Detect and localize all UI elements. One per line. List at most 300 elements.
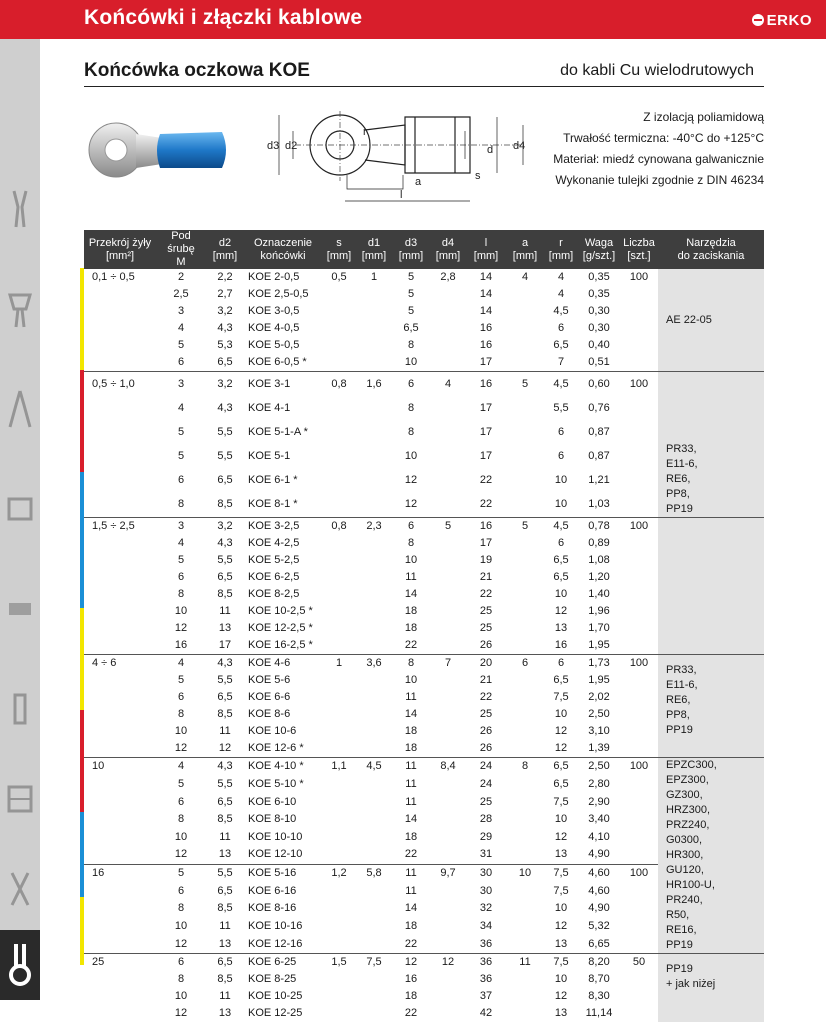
cell-d3: 5 [392,286,430,303]
tool-name: HR300, [666,848,764,863]
cell-r: 16 [544,637,578,655]
cell-designation: KOE 12-2,5 * [244,620,322,637]
cell-s [322,320,356,337]
cell-d2: 11 [206,603,244,620]
cell-d4: 2,8 [430,269,466,286]
cell-r: 10 [544,469,578,493]
cell-l: 16 [466,518,506,536]
dimension-label-a: a [415,176,422,188]
cell-s [322,776,356,794]
cell-d4: 12 [430,954,466,972]
cell-d1 [356,900,392,918]
cell-weight: 1,21 [578,469,620,493]
cell-quantity [620,303,658,320]
cell-crimping-tools [658,954,764,1022]
cell-a [506,672,544,689]
cell-r: 10 [544,706,578,723]
cell-s [322,286,356,303]
cell-weight: 4,60 [578,864,620,882]
cell-quantity: 100 [620,518,658,536]
cell-r: 6,5 [544,776,578,794]
cell-d2: 3,2 [206,303,244,320]
cell-d4: 8,4 [430,758,466,776]
cell-s [322,988,356,1005]
cell-l: 16 [466,372,506,397]
column-header-line: d4 [430,237,466,250]
dimension-label-d2: d2 [285,140,297,152]
cell-weight: 1,96 [578,603,620,620]
cable-cutter-icon[interactable] [6,289,34,329]
cell-d1: 5,8 [356,864,392,882]
cell-d2: 12 [206,740,244,758]
column-header-unit: końcówki [244,250,322,263]
cell-screw: 5 [156,672,206,689]
cell-s: 1,1 [322,758,356,776]
ring-terminal-photo [84,112,234,192]
cell-cross-section [84,337,156,354]
cell-d2: 6,5 [206,569,244,586]
cell-d1: 1 [356,269,392,286]
cell-weight: 0,35 [578,269,620,286]
pliers-icon[interactable] [6,389,34,429]
cell-l: 25 [466,706,506,723]
cell-weight: 1,40 [578,586,620,603]
cell-designation: KOE 5-10 * [244,776,322,794]
cell-d2: 17 [206,637,244,655]
cell-d3: 11 [392,776,430,794]
cell-cross-section [84,620,156,637]
cell-d1 [356,793,392,811]
cell-s [322,793,356,811]
column-header-pod-srube [156,230,206,269]
cell-screw: 6 [156,469,206,493]
cell-quantity [620,320,658,337]
cell-d3: 8 [392,420,430,444]
cell-weight: 0,35 [578,286,620,303]
cell-d1: 2,3 [356,518,392,536]
cell-d3: 10 [392,672,430,689]
column-header-oznaczenie [244,230,322,269]
cell-cross-section [84,776,156,794]
product-title: Końcówka oczkowa KOE [84,60,310,82]
cell-screw: 12 [156,935,206,953]
cell-cross-section [84,603,156,620]
cell-d2: 6,5 [206,689,244,706]
cell-d1 [356,620,392,637]
cell-d2: 5,5 [206,776,244,794]
cell-cross-section: 0,5 ÷ 1,0 [84,372,156,397]
cell-l: 17 [466,396,506,420]
cell-cross-section [84,535,156,552]
cell-d1 [356,988,392,1005]
cell-l: 32 [466,900,506,918]
column-header-unit: [mm] [322,250,356,263]
column-header-unit: [mm²] [84,250,156,263]
cell-screw: 5 [156,337,206,354]
cell-d2: 13 [206,846,244,864]
cell-r: 13 [544,935,578,953]
cell-designation: KOE 4-1 [244,396,322,420]
tool-name: RE6, [666,472,764,487]
cell-d1 [356,672,392,689]
cell-weight: 4,90 [578,846,620,864]
cell-d2: 11 [206,988,244,1005]
tool-name: AE 22-05 [666,313,764,328]
column-header-unit: [mm] [206,250,244,263]
cell-d3: 11 [392,569,430,586]
cell-designation: KOE 3-2,5 [244,518,322,536]
cell-d3: 18 [392,740,430,758]
cell-weight: 4,10 [578,829,620,847]
cell-r: 4 [544,269,578,286]
cell-d1 [356,689,392,706]
cell-d1 [356,535,392,552]
cell-cross-section [84,396,156,420]
cell-s [322,535,356,552]
cell-designation: KOE 5-0,5 [244,337,322,354]
cell-d4 [430,811,466,829]
cell-quantity [620,603,658,620]
cell-d2: 5,5 [206,672,244,689]
cell-s [322,672,356,689]
dimension-label-l: l [400,189,402,201]
cell-d2: 13 [206,620,244,637]
cell-s [322,420,356,444]
column-header-line: Narzędzia [658,237,764,250]
cell-quantity [620,918,658,936]
tool-name: PRZ240, [666,818,764,833]
column-header-unit: [mm] [466,250,506,263]
cell-quantity [620,493,658,518]
cell-cross-section [84,303,156,320]
cell-screw: 3 [156,303,206,320]
cell-s [322,900,356,918]
cable-gland-icon[interactable] [6,869,34,909]
cell-designation: KOE 16-2,5 * [244,637,322,655]
cell-r: 12 [544,918,578,936]
column-header-unit: M [156,256,206,269]
cell-screw: 8 [156,811,206,829]
cell-r: 10 [544,811,578,829]
cell-d2: 8,5 [206,811,244,829]
cell-l: 22 [466,689,506,706]
cell-crimping-tools [658,372,764,518]
cell-screw: 12 [156,740,206,758]
cell-a [506,900,544,918]
cell-d1 [356,469,392,493]
cell-screw: 10 [156,918,206,936]
cell-l: 36 [466,935,506,953]
cell-d4 [430,286,466,303]
cell-d2: 4,3 [206,535,244,552]
cell-d2: 5,5 [206,420,244,444]
column-header-unit: [mm] [506,250,544,263]
cell-cross-section [84,918,156,936]
cell-screw: 5 [156,420,206,444]
cell-r: 6,5 [544,337,578,354]
cell-d4 [430,918,466,936]
column-header-unit: [szt.] [620,250,658,263]
cell-r: 12 [544,740,578,758]
column-header-line: Liczba [620,237,658,250]
cell-r: 6 [544,444,578,468]
column-header-a [506,230,544,269]
cell-screw: 8 [156,900,206,918]
cell-d3: 11 [392,882,430,900]
cell-d1 [356,303,392,320]
cell-d1 [356,603,392,620]
cell-d3: 8 [392,655,430,673]
table-row [84,758,764,776]
cell-s: 1 [322,655,356,673]
cell-d3: 5 [392,269,430,286]
cell-d1 [356,637,392,655]
cell-l: 36 [466,971,506,988]
cell-cross-section [84,320,156,337]
cell-r: 7 [544,354,578,372]
cell-a [506,918,544,936]
cell-d4 [430,706,466,723]
column-header-line: d1 [356,237,392,250]
active-category-tab[interactable] [0,930,40,1000]
cell-a [506,420,544,444]
column-header-waga [578,230,620,269]
cell-quantity [620,469,658,493]
cell-designation: KOE 8-25 [244,971,322,988]
cell-l: 14 [466,286,506,303]
fuse-icon[interactable] [6,689,34,729]
cell-d1 [356,706,392,723]
cell-r: 12 [544,603,578,620]
cell-d4: 7 [430,655,466,673]
cell-designation: KOE 8-6 [244,706,322,723]
cell-crimping-tools [658,518,764,655]
cell-screw: 12 [156,1005,206,1022]
cell-cross-section [84,469,156,493]
column-header-d4 [430,230,466,269]
cell-d2: 6,5 [206,882,244,900]
cell-designation: KOE 8-1 * [244,493,322,518]
cell-cross-section [84,971,156,988]
cell-a [506,988,544,1005]
cell-d4 [430,493,466,518]
cell-l: 16 [466,320,506,337]
column-header-przekroj [84,230,156,269]
cell-cross-section [84,829,156,847]
category-sidebar [0,39,40,1000]
cell-a [506,535,544,552]
cell-d1 [356,354,392,372]
cell-d1 [356,493,392,518]
cell-d4 [430,569,466,586]
cell-screw: 12 [156,620,206,637]
cell-d3: 18 [392,988,430,1005]
cell-l: 25 [466,603,506,620]
cell-weight: 2,80 [578,776,620,794]
tool-name: GZ300, [666,788,764,803]
cell-d4 [430,971,466,988]
cell-weight: 6,65 [578,935,620,953]
cell-quantity [620,286,658,303]
cell-l: 26 [466,637,506,655]
cell-d2: 5,3 [206,337,244,354]
column-header-unit: [g/szt.] [578,250,620,263]
cell-d2: 6,5 [206,793,244,811]
cell-d4 [430,396,466,420]
cell-d3: 22 [392,846,430,864]
cell-weight: 8,30 [578,988,620,1005]
cell-screw: 4 [156,320,206,337]
cell-cross-section [84,846,156,864]
cell-d1 [356,286,392,303]
cell-designation: KOE 6-16 [244,882,322,900]
product-specs [553,107,764,191]
cell-s: 1,2 [322,864,356,882]
cell-designation: KOE 3-0,5 [244,303,322,320]
cell-d2: 8,5 [206,586,244,603]
cell-weight: 0,60 [578,372,620,397]
crimping-tool-icon[interactable] [6,189,34,229]
cell-d3: 10 [392,444,430,468]
cell-quantity [620,689,658,706]
cell-designation: KOE 3-1 [244,372,322,397]
cell-weight: 0,87 [578,420,620,444]
cell-d2: 6,5 [206,469,244,493]
cell-a [506,829,544,847]
cell-a [506,469,544,493]
cell-cross-section [84,1005,156,1022]
table-row [84,518,764,536]
cell-d4 [430,469,466,493]
cell-weight: 0,87 [578,444,620,468]
connector-icon[interactable] [6,589,34,629]
cell-screw: 10 [156,829,206,847]
cell-designation: KOE 2,5-0,5 [244,286,322,303]
cell-d3: 22 [392,1005,430,1022]
cell-r: 5,5 [544,396,578,420]
cell-weight: 3,10 [578,723,620,740]
cell-quantity [620,535,658,552]
cell-weight: 8,70 [578,971,620,988]
cell-d2: 8,5 [206,900,244,918]
cell-l: 37 [466,988,506,1005]
cell-l: 21 [466,672,506,689]
cell-r: 10 [544,493,578,518]
cell-cross-section [84,493,156,518]
cell-quantity [620,552,658,569]
cell-s: 1,5 [322,954,356,972]
cell-d1: 1,6 [356,372,392,397]
cell-quantity [620,935,658,953]
cell-a: 10 [506,864,544,882]
cell-r: 6,5 [544,569,578,586]
column-header-d2 [206,230,244,269]
cell-designation: KOE 10-6 [244,723,322,740]
product-subtitle: do kabli Cu wielodrutowych [560,62,754,80]
cell-quantity [620,900,658,918]
cell-quantity [620,444,658,468]
cell-d2: 3,2 [206,372,244,397]
cell-d4 [430,672,466,689]
cell-screw: 5 [156,776,206,794]
cell-d1 [356,829,392,847]
cell-screw: 16 [156,637,206,655]
cell-l: 16 [466,337,506,354]
cell-d2: 6,5 [206,354,244,372]
cell-a [506,303,544,320]
cell-weight: 1,20 [578,569,620,586]
cell-d3: 11 [392,793,430,811]
distribution-box-icon[interactable] [6,779,34,819]
cell-l: 29 [466,829,506,847]
cell-s [322,586,356,603]
cell-d2: 8,5 [206,493,244,518]
cell-weight: 2,50 [578,706,620,723]
tool-name: GU120, [666,863,764,878]
tool-name: RE16, [666,923,764,938]
cell-designation: KOE 5-2,5 [244,552,322,569]
cell-designation: KOE 12-6 * [244,740,322,758]
column-header-liczba [620,230,658,269]
cell-quantity [620,672,658,689]
cell-r: 12 [544,988,578,1005]
cell-quantity [620,706,658,723]
cell-l: 17 [466,444,506,468]
tool-name: RE6, [666,693,764,708]
cell-s [322,723,356,740]
cell-l: 30 [466,882,506,900]
cell-r: 12 [544,723,578,740]
cell-cross-section: 4 ÷ 6 [84,655,156,673]
cell-cross-section [84,286,156,303]
cell-screw: 4 [156,535,206,552]
cell-l: 22 [466,469,506,493]
terminal-block-icon[interactable] [6,489,34,529]
cell-d4 [430,603,466,620]
cell-cross-section [84,569,156,586]
column-header-unit: [mm] [392,250,430,263]
cell-quantity [620,354,658,372]
cell-d2: 8,5 [206,706,244,723]
cell-r: 10 [544,971,578,988]
cell-quantity [620,740,658,758]
cell-cross-section: 16 [84,864,156,882]
dimension-label-r: r [363,126,367,138]
tool-name: PR33, [666,663,764,678]
cell-d3: 12 [392,469,430,493]
cell-d3: 6 [392,372,430,397]
cell-quantity [620,723,658,740]
cell-screw: 8 [156,586,206,603]
cell-s [322,603,356,620]
cell-designation: KOE 5-1 [244,444,322,468]
cell-a [506,740,544,758]
cell-screw: 8 [156,971,206,988]
cell-quantity [620,337,658,354]
cell-r: 7,5 [544,793,578,811]
column-header-narzedzia [658,230,764,269]
cell-weight: 1,95 [578,672,620,689]
cell-a [506,320,544,337]
cell-screw: 6 [156,954,206,972]
cell-s [322,811,356,829]
cell-l: 17 [466,535,506,552]
cell-s [322,935,356,953]
cell-designation: KOE 5-1-A * [244,420,322,444]
cell-a [506,603,544,620]
cell-d3: 14 [392,900,430,918]
cell-a [506,444,544,468]
